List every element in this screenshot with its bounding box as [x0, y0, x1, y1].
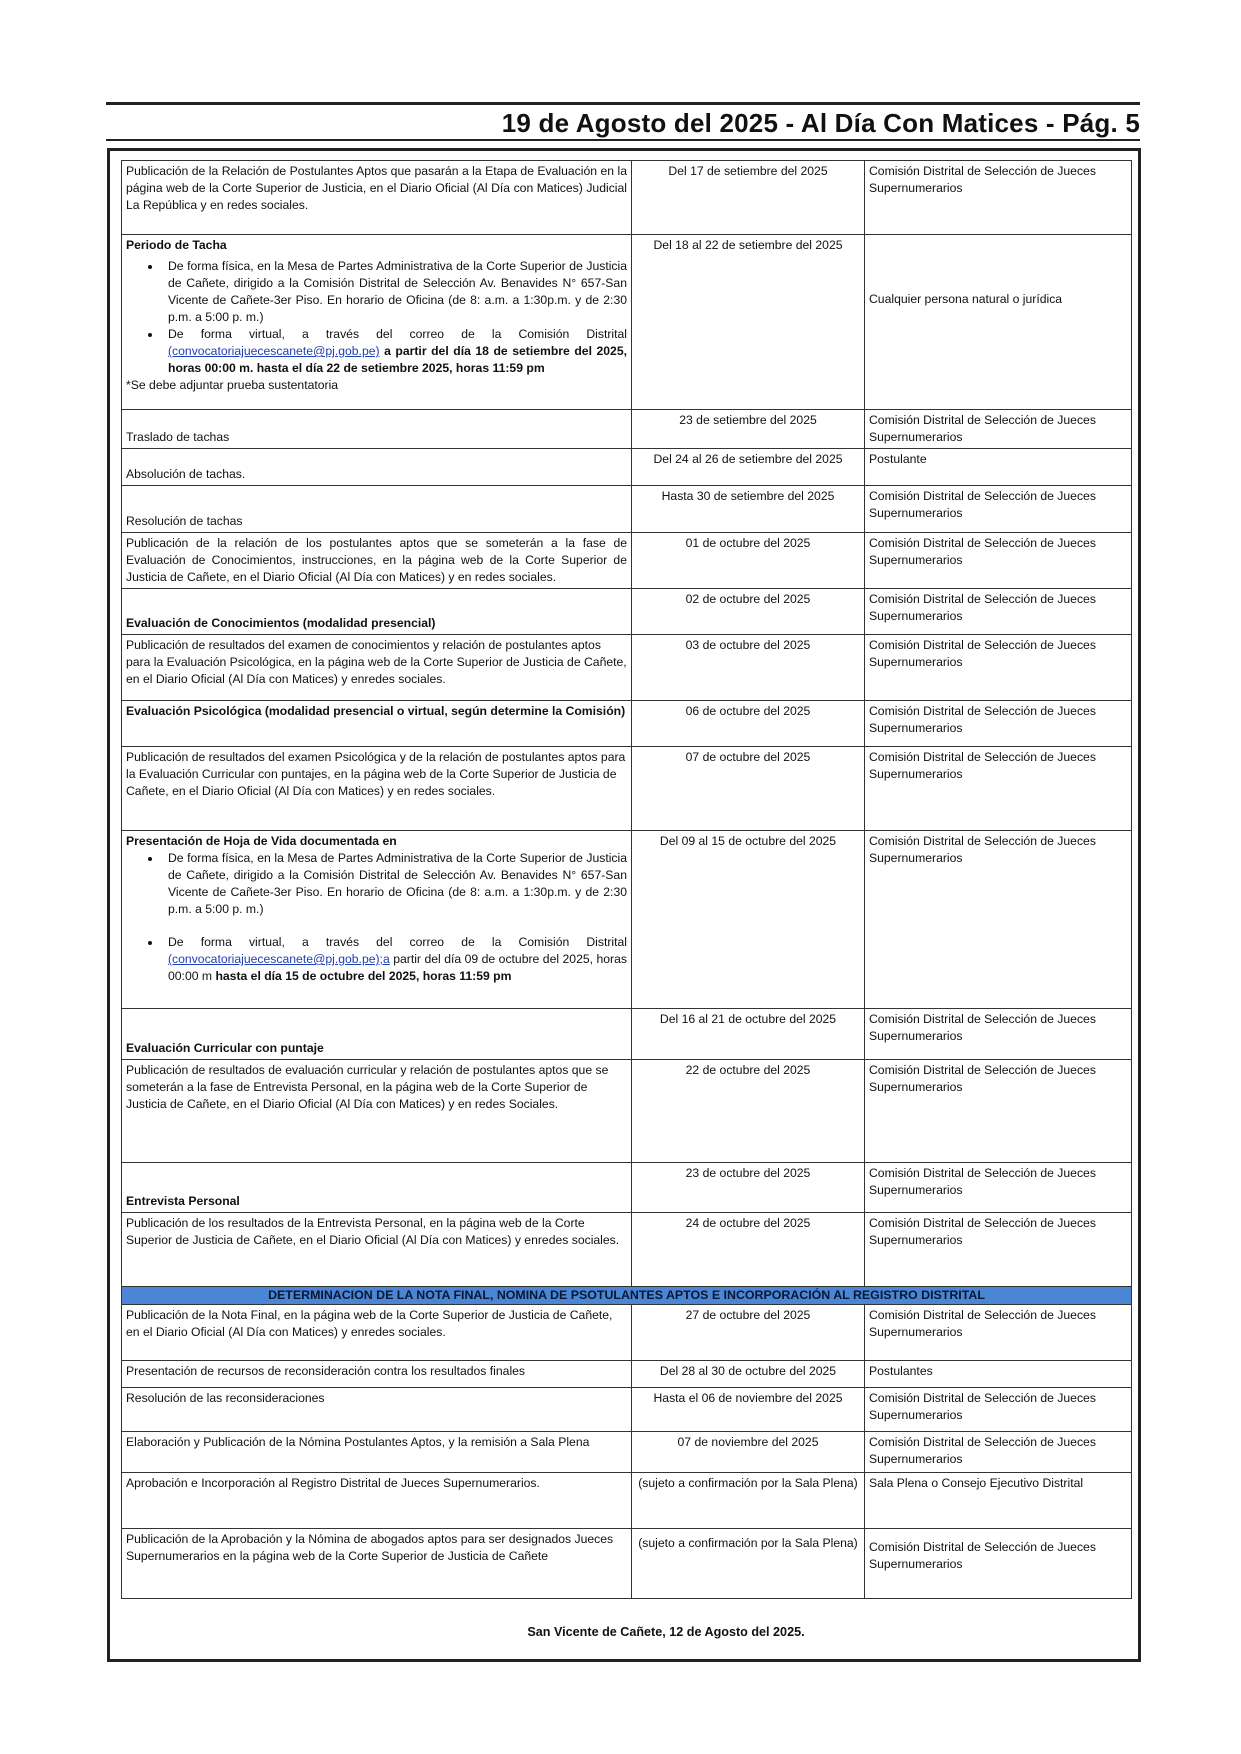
table-row	[122, 747, 1132, 831]
responsible-cell: Comisión Distrital de Selección de Jueces Supernumerarios	[865, 701, 1132, 747]
date-cell: 06 de octubre del 2025	[632, 701, 865, 747]
date-cell: 23 de setiembre del 2025	[632, 410, 865, 449]
date-cell: Hasta 30 de setiembre del 2025	[632, 486, 865, 533]
responsible-cell: Comisión Distrital de Selección de Jueces Supernumerarios	[865, 1163, 1132, 1213]
activity-cell: Publicación de resultados del examen Psicológica y de la relación de postulantes aptos para la Evaluación Curricular con puntajes, en la página web de la Corte Superior de Justicia de Cañete, en el Diario Oficial (Al Día con Matices) y en redes sociales.	[122, 747, 632, 831]
table-row	[122, 635, 1132, 701]
activity-cell	[122, 831, 632, 1009]
page-header: 19 de Agosto del 2025 - Al Día Con Matices - Pág. 5	[501, 108, 1140, 138]
activity-cell: Resolución de las reconsideraciones	[122, 1388, 632, 1432]
table-row	[122, 235, 1132, 410]
schedule-table	[121, 160, 1132, 1599]
list-item-text: De forma virtual, a través del correo de la Comisión Distrital	[168, 935, 627, 949]
activity-cell: Evaluación Psicológica (modalidad presencial o virtual, según determine la Comisión)	[122, 701, 632, 747]
date-cell: Del 09 al 15 de octubre del 2025	[632, 831, 865, 1009]
responsible-cell: Comisión Distrital de Selección de Jueces Supernumerarios	[865, 161, 1132, 235]
table-row	[122, 486, 1132, 533]
date-cell: Del 16 al 21 de octubre del 2025	[632, 1009, 865, 1060]
activity-title: Presentación de Hoja de Vida documentada en	[126, 834, 397, 848]
table-row	[122, 410, 1132, 449]
table-row	[122, 449, 1132, 486]
activity-cell: Evaluación de Conocimientos (modalidad presencial)	[122, 589, 632, 635]
responsible-cell: Postulante	[865, 449, 1132, 486]
activity-cell: Entrevista Personal	[122, 1163, 632, 1213]
list-item	[162, 326, 627, 377]
date-cell: 23 de octubre del 2025	[632, 1163, 865, 1213]
table-row	[122, 1213, 1132, 1287]
activity-cell: Publicación de resultados de evaluación curricular y relación de postulantes aptos que se someterán a la fase de Entrevista Personal, en la página web de la Corte Superior de Justicia de Cañete, en el Diario Oficial (Al Día con Matices) y en redes Sociales.	[122, 1060, 632, 1163]
table-row	[122, 1009, 1132, 1060]
date-cell: 07 de octubre del 2025	[632, 747, 865, 831]
bullet-list	[126, 850, 627, 985]
table-row	[122, 1361, 1132, 1388]
date-cell: Del 18 al 22 de setiembre del 2025	[632, 235, 865, 410]
responsible-cell: Comisión Distrital de Selección de Jueces Supernumerarios	[865, 486, 1132, 533]
activity-cell: Publicación de la Relación de Postulantes Aptos que pasarán a la Etapa de Evaluación en la página web de la Corte Superior de Justicia, en el Diario Oficial (Al Día con Matices) Judicial La República y en redes sociales.	[122, 161, 632, 235]
date-cell: (sujeto a confirmación por la Sala Plena)	[632, 1529, 865, 1599]
activity-cell: Presentación de recursos de reconsideración contra los resultados finales	[122, 1361, 632, 1388]
responsible-cell: Comisión Distrital de Selección de Jueces Supernumerarios	[865, 589, 1132, 635]
responsible-cell: Comisión Distrital de Selección de Jueces Supernumerarios	[865, 1060, 1132, 1163]
list-item-bold: hasta el día 15 de octubre del 2025, horas 11:59 pm	[215, 969, 512, 983]
responsible-cell: Comisión Distrital de Selección de Jueces Supernumerarios	[865, 1529, 1132, 1599]
table-row	[122, 1473, 1132, 1529]
date-cell: 22 de octubre del 2025	[632, 1060, 865, 1163]
activity-cell	[122, 235, 632, 410]
activity-cell: Publicación de resultados del examen de conocimientos y relación de postulantes aptos para la Evaluación Psicológica, en la página web de la Corte Superior de Justicia de Cañete, en el Diario Oficial (Al Día con Matices) y enredes sociales.	[122, 635, 632, 701]
table-row	[122, 1163, 1132, 1213]
note-text: *Se debe adjuntar prueba sustentatoria	[126, 378, 339, 392]
responsible-cell: Comisión Distrital de Selección de Jueces Supernumerarios	[865, 1432, 1132, 1473]
responsible-cell: Comisión Distrital de Selección de Jueces Supernumerarios	[865, 1213, 1132, 1287]
section-band: DETERMINACION DE LA NOTA FINAL, NOMINA DE PSOTULANTES APTOS E INCORPORACIÓN AL REGISTRO DISTRITAL	[122, 1287, 1132, 1305]
signature-line: San Vicente de Cañete, 12 de Agosto del 2025.	[527, 1625, 805, 1639]
date-cell: Del 24 al 26 de setiembre del 2025	[632, 449, 865, 486]
responsible-cell: Postulantes	[865, 1361, 1132, 1388]
table-row	[122, 589, 1132, 635]
list-item-bold: a partir del día 18 de setiembre del 2025, horas 00:00 m. hasta el día 22 de setiembre 2025, horas 11:59 pm	[168, 344, 627, 375]
responsible-cell: Comisión Distrital de Selección de Jueces Supernumerarios	[865, 1305, 1132, 1361]
table-row	[122, 1305, 1132, 1361]
header-top-rule	[106, 102, 1140, 105]
date-cell: 07 de noviembre del 2025	[632, 1432, 865, 1473]
responsible-cell: Comisión Distrital de Selección de Jueces Supernumerarios	[865, 747, 1132, 831]
date-cell: Del 28 al 30 de octubre del 2025	[632, 1361, 865, 1388]
responsible-cell: Comisión Distrital de Selección de Jueces Supernumerarios	[865, 635, 1132, 701]
responsible-cell: Comisión Distrital de Selección de Jueces Supernumerarios	[865, 410, 1132, 449]
table-row	[122, 1388, 1132, 1432]
date-cell: 02 de octubre del 2025	[632, 589, 865, 635]
list-item: • De forma física, en la Mesa de Partes Administrativa de la Corte Superior de Justicia de Cañete, dirigido a la Comisión Distrital de Selección Av. Benavides N° 657-San Vicente de Cañete-3er Piso. En horario de Oficina (de 8: a.m. a 1:30p.m. y de 2:30 p.m. a 5:00 p. m.)	[162, 258, 627, 326]
list-item	[162, 934, 627, 985]
email-link[interactable]: (convocatoriajuecescanete@pj.gob.pe);a	[168, 952, 390, 966]
date-cell: 03 de octubre del 2025	[632, 635, 865, 701]
table-row	[122, 533, 1132, 589]
table-row	[122, 701, 1132, 747]
activity-cell: Publicación de la Nota Final, en la página web de la Corte Superior de Justicia de Cañete, en el Diario Oficial (Al Día con Matices) y enredes sociales.	[122, 1305, 632, 1361]
list-item: • De forma física, en la Mesa de Partes Administrativa de la Corte Superior de Justicia de Cañete, dirigido a la Comisión Distrital de Selección Av. Benavides N° 657-San Vicente de Cañete-3er Piso. En horario de Oficina (de 8: a.m. a 1:30p.m. y de 2:30 p.m. a 5:00 p. m.)	[162, 850, 627, 918]
date-cell: 27 de octubre del 2025	[632, 1305, 865, 1361]
responsible-cell: Comisión Distrital de Selección de Jueces Supernumerarios	[865, 533, 1132, 589]
activity-cell: Evaluación Curricular con puntaje	[122, 1009, 632, 1060]
date-cell: Del 17 de setiembre del 2025	[632, 161, 865, 235]
list-item-text: De forma virtual, a través del correo de la Comisión Distrital	[168, 327, 627, 341]
activity-cell: Resolución de tachas	[122, 486, 632, 533]
table-row	[122, 1060, 1132, 1163]
header-bottom-rule	[106, 139, 1140, 141]
responsible-cell: Cualquier persona natural o jurídica	[865, 235, 1132, 410]
activity-cell: Aprobación e Incorporación al Registro Distrital de Jueces Supernumerarios.	[122, 1473, 632, 1529]
responsible-cell: Comisión Distrital de Selección de Jueces Supernumerarios	[865, 831, 1132, 1009]
email-link[interactable]: (convocatoriajuecescanete@pj.gob.pe)	[168, 344, 380, 358]
date-cell: 24 de octubre del 2025	[632, 1213, 865, 1287]
date-cell: Hasta el 06 de noviembre del 2025	[632, 1388, 865, 1432]
responsible-cell: Comisión Distrital de Selección de Jueces Supernumerarios	[865, 1388, 1132, 1432]
responsible-cell: Sala Plena o Consejo Ejecutivo Distrital	[865, 1473, 1132, 1529]
bullet-list	[126, 258, 627, 377]
date-cell: (sujeto a confirmación por la Sala Plena)	[632, 1473, 865, 1529]
responsible-cell: Comisión Distrital de Selección de Jueces Supernumerarios	[865, 1009, 1132, 1060]
activity-title: Periodo de Tacha	[126, 238, 227, 252]
date-cell: 01 de octubre del 2025	[632, 533, 865, 589]
activity-cell: Elaboración y Publicación de la Nómina Postulantes Aptos, y la remisión a Sala Plena	[122, 1432, 632, 1473]
activity-cell: Publicación de la Aprobación y la Nómina de abogados aptos para ser designados Jueces Supernumerarios en la página web de la Corte Superior de Justicia de Cañete	[122, 1529, 632, 1599]
activity-cell: Absolución de tachas.	[122, 449, 632, 486]
activity-cell: Publicación de los resultados de la Entrevista Personal, en la página web de la Corte Superior de Justicia de Cañete, en el Diario Oficial (Al Día con Matices) y enredes sociales.	[122, 1213, 632, 1287]
section-band-row	[122, 1287, 1132, 1305]
table-row	[122, 831, 1132, 1009]
list-item-text: partir del día 09 de octubre del 2025, horas 00:00 m	[168, 952, 627, 983]
activity-cell: Traslado de tachas	[122, 410, 632, 449]
table-row	[122, 1432, 1132, 1473]
table-row	[122, 161, 1132, 235]
activity-cell: Publicación de la relación de los postulantes aptos que se someterán a la fase de Evaluación de Conocimientos, instrucciones, en la página web de la Corte Superior de Justicia de Cañete, en el Diario Oficial (Al Día con Matices) y en redes sociales.	[122, 533, 632, 589]
table-row	[122, 1529, 1132, 1599]
